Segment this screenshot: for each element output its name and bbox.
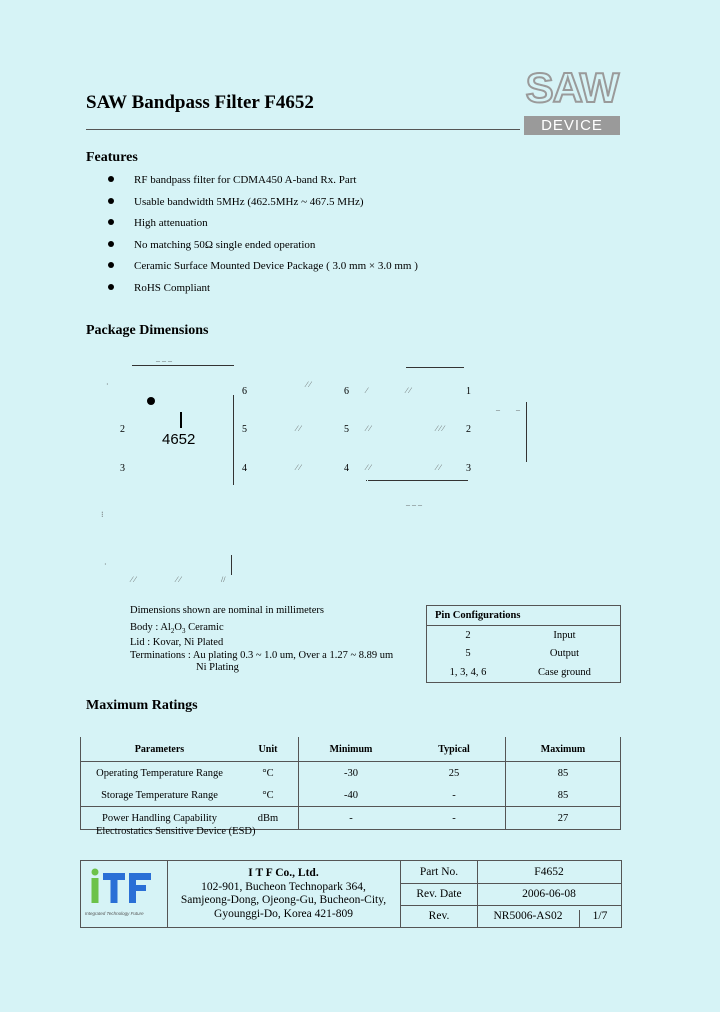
table-row: Storage Temperature Range °C -40 - 85 — [81, 784, 621, 807]
part-marking: 4652 — [162, 431, 196, 448]
dimension-line — [368, 480, 468, 481]
features-heading: Features — [86, 150, 138, 165]
feature-item: High attenuation — [108, 215, 418, 237]
dimension-mark: · — [106, 380, 109, 389]
dimension-mark: · — [104, 560, 107, 569]
max-ratings-table — [80, 737, 621, 830]
feature-item: Ceramic Surface Mounted Device Package ( 3.0 mm × 3.0 mm ) — [108, 258, 418, 280]
table-row: Power Handling Capability dBm - - 27 — [81, 807, 621, 830]
dimension-mark: ⁄ ⁄ — [176, 575, 181, 584]
dimension-mark: ⁄ ⁄ — [296, 463, 301, 472]
package-heading: Package Dimensions — [86, 323, 209, 338]
dimension-mark: ⁄ ⁄ — [296, 424, 301, 433]
dimension-line — [132, 365, 234, 366]
bullet-icon — [108, 284, 114, 290]
bullet-icon — [108, 219, 114, 225]
dimension-mark: ⁝ — [101, 510, 104, 519]
pin-label: 4 — [242, 463, 247, 474]
table-row: 1, 3, 4, 6 Case ground — [427, 663, 621, 682]
dimension-mark: ⁄ ⁄ — [131, 575, 136, 584]
revision-date: 2006-06-08 — [522, 888, 576, 900]
pin-label: 6 — [242, 386, 247, 397]
dimension-mark: ⁄ ⁄ — [366, 463, 371, 472]
dimension-mark: ‒ — [496, 405, 500, 414]
dimension-mark: ‒ ‒ ‒ — [156, 356, 172, 365]
dimension-mark: // — [221, 575, 226, 584]
title-rule — [86, 129, 520, 130]
footer-divider — [401, 883, 621, 884]
side-view-line — [526, 402, 527, 462]
pin-label: 2 — [120, 424, 125, 435]
company-address: I T F Co., Ltd. 102-901, Bucheon Technopark 364, Samjeong-Dong, Ojeong-Gu, Bucheon-City, Gyounggi-Do, Korea 421-809 — [167, 861, 401, 927]
table-row: 5 Output — [427, 645, 621, 664]
dimension-notes — [130, 605, 393, 675]
bullet-icon — [108, 241, 114, 247]
feature-item: No matching 50Ω single ended operation — [108, 237, 418, 259]
dimension-mark: ⁄ ⁄ — [406, 386, 411, 395]
table-header-row: Parameters Unit Minimum Typical Maximum — [81, 737, 621, 762]
bullet-icon — [108, 198, 114, 204]
logo-device-text: DEVICE — [524, 116, 620, 135]
bullet-icon — [108, 262, 114, 268]
table-row: Operating Temperature Range °C -30 25 85 — [81, 762, 621, 785]
footer-label-column: Part No. Rev. Date Rev. — [401, 861, 478, 927]
dimension-mark: ‒ — [516, 405, 520, 414]
pin-config-table — [426, 605, 621, 683]
pin-label: 5 — [242, 424, 247, 435]
marking-bar — [180, 412, 182, 428]
pin-label: 5 — [344, 424, 349, 435]
dimension-line — [233, 395, 234, 485]
itf-logo-icon — [81, 861, 167, 927]
pin-label: 2 — [466, 424, 471, 435]
dimension-mark: ⁄ — [366, 386, 368, 395]
page-number: 1/7 — [592, 910, 608, 922]
saw-device-logo — [522, 64, 622, 136]
pin-config-heading: Pin Configurations — [427, 606, 621, 626]
footer-divider — [401, 905, 621, 906]
pin1-dot-icon — [147, 397, 155, 405]
dimension-mark: ⁄ ⁄ — [436, 463, 441, 472]
bullet-icon — [108, 176, 114, 182]
feature-item: RoHS Compliant — [108, 280, 418, 302]
document-title: SAW Bandpass Filter F4652 — [86, 92, 314, 113]
itf-logo — [81, 861, 168, 927]
logo-saw-text: SAW — [525, 64, 619, 111]
dimension-mark: ⁄ ⁄ — [306, 380, 311, 389]
dimension-mark: ⁄ ⁄ ⁄ — [436, 424, 445, 433]
side-view-line — [231, 555, 232, 575]
terminations-note: Terminations : Au plating 0.3 ~ 1.0 um, Over a 1.27 ~ 8.89 um — [130, 649, 394, 661]
features-list — [108, 172, 418, 302]
dimension-mark: ⁄ ⁄ — [366, 424, 371, 433]
esd-note: Electrostatics Sensitive Device (ESD) — [96, 826, 256, 837]
feature-item: Usable bandwidth 5MHz (462.5MHz ~ 467.5 MHz) — [108, 194, 418, 216]
pin-label: 4 — [344, 463, 349, 474]
body-note: Body : $Al_2O_3$ Ceramic — [130, 621, 224, 635]
max-ratings-heading: Maximum Ratings — [86, 698, 198, 713]
pin-label: 1 — [466, 386, 471, 397]
dimension-line — [366, 480, 367, 481]
footer-box — [80, 860, 622, 928]
itf-tagline: Integrated Technology Future — [85, 911, 144, 916]
pin-label: 3 — [466, 463, 471, 474]
dimension-line — [406, 367, 464, 368]
lid-note: Lid : Kovar, Ni Plated — [130, 637, 224, 649]
revision-number: NR5006-AS02 — [477, 910, 580, 927]
package-drawing — [96, 350, 536, 600]
terminations-note-2: Ni Plating — [196, 662, 239, 674]
table-row: 2 Input — [427, 626, 621, 645]
part-number: F4652 — [534, 866, 564, 878]
pin-label: 6 — [344, 386, 349, 397]
dimension-note: Dimensions shown are nominal in millimeters — [130, 605, 324, 616]
pin-label: 3 — [120, 463, 125, 474]
feature-item: RF bandpass filter for CDMA450 A-band Rx. Part — [108, 172, 418, 194]
dimension-mark: ‒ ‒ ‒ — [406, 500, 422, 509]
